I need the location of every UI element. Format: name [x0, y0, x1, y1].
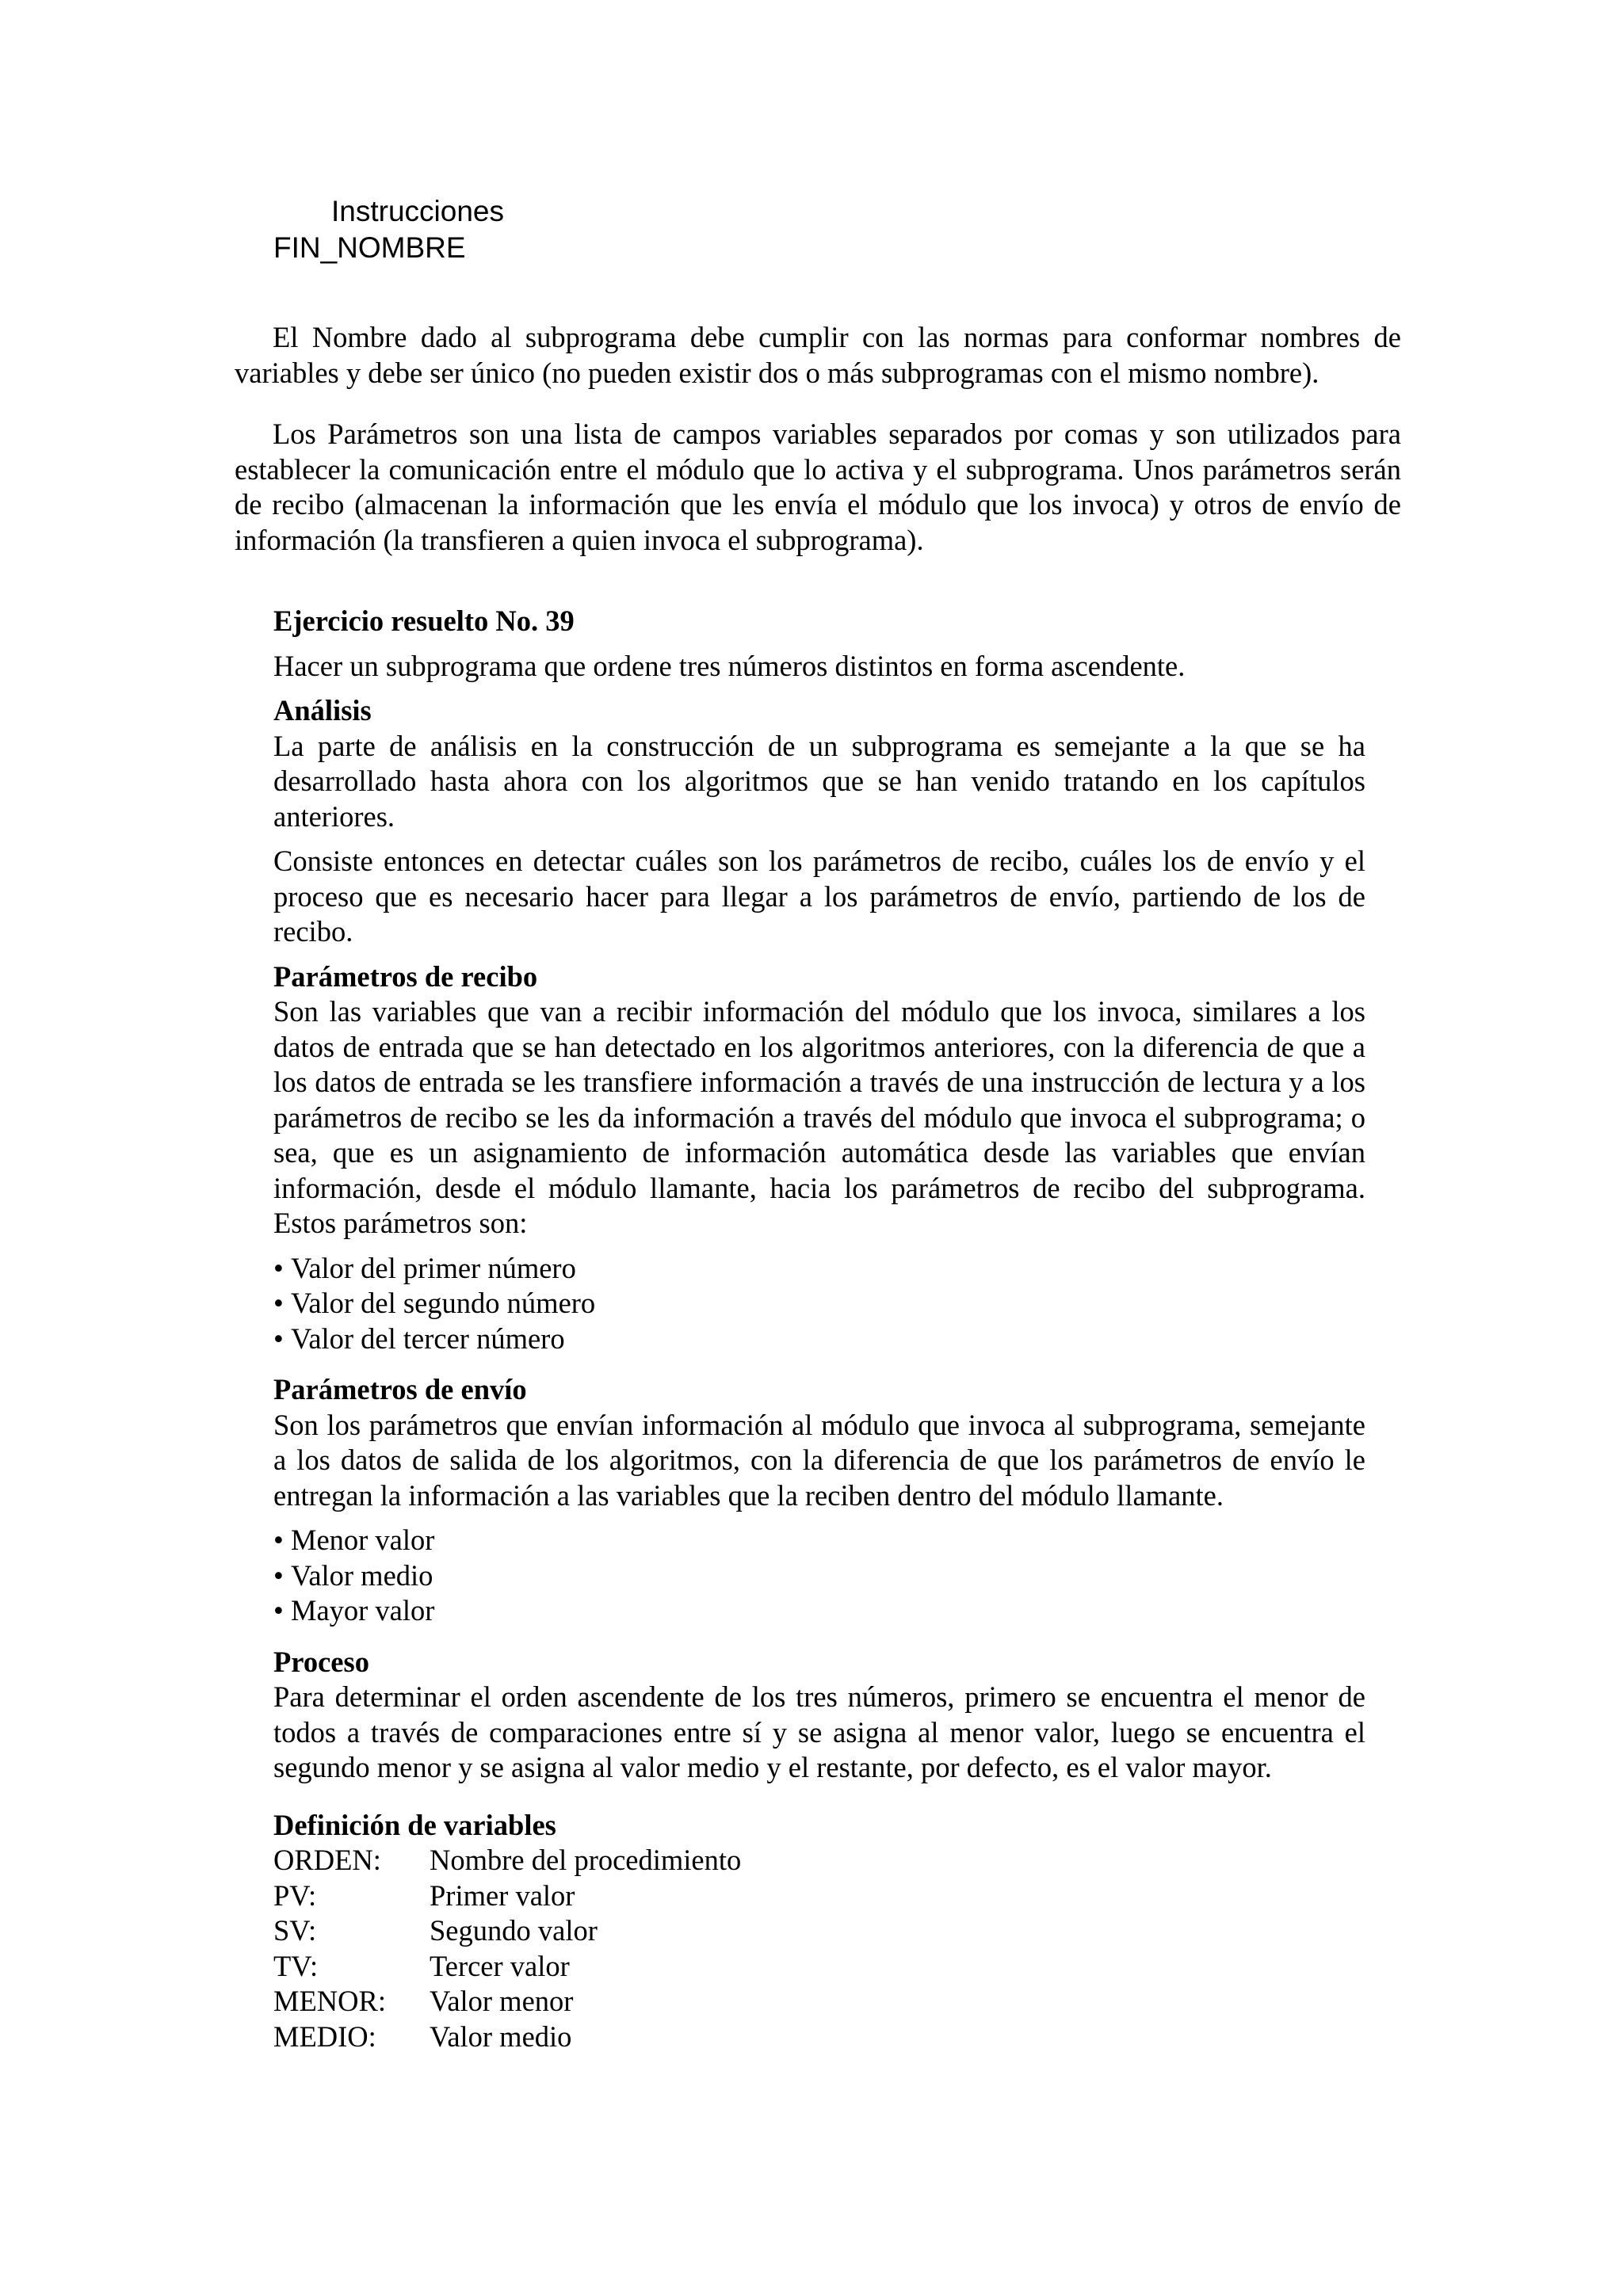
- variable-name: SV:: [273, 1914, 317, 1947]
- exercise-statement: Hacer un subprograma que ordene tres números distintos en forma ascendente.: [273, 649, 1186, 682]
- table-row: [273, 1984, 1365, 2019]
- table-row: [273, 1878, 1365, 1914]
- variable-name: TV:: [273, 1949, 319, 1982]
- bullet-icon: •: [273, 1524, 284, 1556]
- code-line-fin-nombre: FIN_NOMBRE: [273, 231, 466, 264]
- paragraph-parametros-text: Los Parámetros son una lista de campos variables separados por comas y son utilizados para establecer la comunicación entre el módulo que lo activa y el subprograma. Unos parámetros serán de recibo (almacenan la información que les envía el módulo que los invoca) y otros de envío de información (la transfieren a quien invoca el subprograma).: [235, 418, 1401, 556]
- bullet-icon: •: [273, 1322, 284, 1355]
- table-row: [273, 1913, 1365, 1949]
- exercise-title: Ejercicio resuelto No. 39: [273, 605, 575, 637]
- variables-heading: Definición de variables: [273, 1808, 556, 1841]
- variable-name: MEDIO:: [273, 2019, 376, 2053]
- paragraph-nombre-text: El Nombre dado al subprograma debe cumplir con las normas para conformar nombres de variables y debe ser único (no pueden existir dos o más subprogramas con el mismo nombre).: [235, 321, 1401, 389]
- variable-name: MENOR:: [273, 1985, 386, 2017]
- recibo-paragraph: Son las variables que van a recibir información del módulo que los invoca, similares a los datos de entrada que se han detectado en los algoritmos anteriores, con la diferencia de que a los datos de entrada se les transfiere información a través de una instrucción de lectura y a los parámetros de recibo se les da información a través del módulo que invoca el subprograma; o sea, que es un asignamiento de información automática desde las variables que envían información, desde el módulo llamante, hacia los parámetros de recibo del subprograma. Estos parámetros son:: [273, 995, 1365, 1239]
- list-item: • Valor medio: [273, 1558, 1365, 1594]
- table-row: [273, 1949, 1365, 1985]
- bullet-icon: •: [273, 1594, 284, 1627]
- variables-table: [273, 1843, 1365, 2054]
- list-item: • Valor del primer número: [273, 1251, 1365, 1287]
- envio-paragraph: Son los parámetros que envían información al módulo que invoca al subprograma, semejante a los datos de salida de los algoritmos, con la diferencia de que los parámetros de envío le entregan la información a las variables que la reciben dentro del módulo llamante.: [273, 1408, 1365, 1512]
- paragraph-parametros: [235, 417, 1401, 558]
- recibo-heading: Parámetros de recibo: [273, 959, 538, 993]
- variable-name: ORDEN:: [273, 1844, 381, 1876]
- proceso-paragraph: Para determinar el orden ascendente de los tres números, primero se encuentra el menor de todos a través de comparaciones entre sí y se asigna al menor valor, luego se encuentra el segundo menor y se asigna al valor medio y el restante, por defecto, es el valor mayor.: [273, 1680, 1365, 1783]
- table-row: [273, 2019, 1365, 2055]
- variable-description: Primer valor: [430, 1878, 575, 1912]
- solved-exercise: [273, 604, 1365, 2054]
- variable-description: Nombre del procedimiento: [430, 1844, 742, 1876]
- paragraph-nombre: [235, 320, 1401, 391]
- bullet-icon: •: [273, 1251, 284, 1284]
- analysis-heading: Análisis: [273, 694, 372, 727]
- list-item: • Valor del segundo número: [273, 1286, 1365, 1322]
- envio-heading: Parámetros de envío: [273, 1373, 527, 1405]
- table-row: [273, 1843, 1365, 1878]
- list-item: • Valor del tercer número: [273, 1322, 1365, 1357]
- bullet-icon: •: [273, 1287, 284, 1319]
- envio-list: [273, 1523, 1365, 1629]
- list-item: • Mayor valor: [273, 1593, 1365, 1629]
- code-snippet-end: [273, 193, 987, 266]
- variable-description: Valor menor: [430, 1985, 574, 2017]
- variable-description: Segundo valor: [430, 1914, 598, 1947]
- recibo-list: [273, 1251, 1365, 1357]
- analysis-paragraph-1: La parte de análisis en la construcción de un subprograma es semejante a la que se ha desarrollado hasta ahora con los algoritmos que se han venido tratando en los capítulos anteriores.: [273, 729, 1365, 833]
- variable-name: PV:: [273, 1878, 317, 1912]
- list-item: • Menor valor: [273, 1523, 1365, 1558]
- code-line-instrucciones: Instrucciones: [331, 195, 504, 227]
- proceso-heading: Proceso: [273, 1645, 369, 1678]
- variable-description: Tercer valor: [430, 1949, 570, 1982]
- bullet-icon: •: [273, 1558, 284, 1592]
- variable-description: Valor medio: [430, 2019, 572, 2053]
- analysis-paragraph-2: Consiste entonces en detectar cuáles son los parámetros de recibo, cuáles los de envío y el proceso que es necesario hacer para llegar a los parámetros de envío, partiendo de los de recibo.: [273, 845, 1365, 948]
